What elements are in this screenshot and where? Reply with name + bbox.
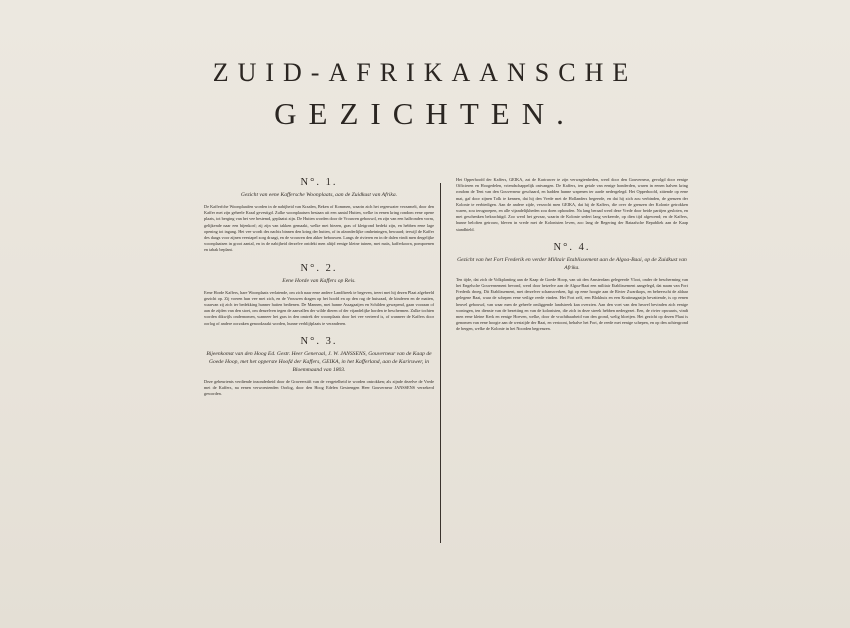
section-number: N°. 3.: [300, 335, 338, 347]
section-body: Ten tijde, dat zich de Volkplanting aan de Kaap de Goede Hoop, van uit den Amsterdam gelegeerde Vloot, onder de bescherming van het Engelsche Gouvernement bevond, werd door hetzelve aan de Algoa-Baai een militair Etablissement aangelegd, dat naam van Fort Frederik droeg. Dit Etablissement, met derzelver schanswerken, ligt op eene hoogte aan de Rivier Zwartkops, en beheerscht de aldaar gelegene Baai, waar de schepen eene veilige reede vinden. Het Fort zelf, een Blokhuis en een Kruitmagazijn bevattende, is op eenen heuvel gebouwd, van waar men de geheele omliggende landstreek kan overzien. Aan den voet van den heuvel bevinden zich eenige woningen, ten dienste van de bezetting en van de kolonisten, die zich in deze streek hebben nedergezet. Een, de rivier opwaarts, vindt men eene kleine Kerk en eenige Hoeven, welke, door de vruchtbaarheid van den grond, welig bloeijen. Het gezicht op dezen Plaat is genomen van eene hoogte aan de westzijde der Baai, en vertoont, behalve het Fort, de reede met eenige schepen, en op den achtergrond de bergen, welke de Kolonie in het Noorden begrenzen.: [456, 276, 688, 332]
column-divider: [440, 183, 441, 543]
section-heading: Eene Horde van Kaffers op Reis.: [282, 277, 356, 284]
section-number: N°. 4.: [553, 241, 591, 253]
section-body: Eene Horde Kaffers, hare Woonplaats verlatende, om zich naar eene andere Landftreek te begeven, treert met hij dezen Plaat afgebeeld gezicht op. Zij voeren hun vee met zich, en de Vrouwen dragen op het hoofd en op den rug de huisraad, de kinderen en de matten, waarvan zij zich ter bedekking hunner hutten bedienen. De Mannen, met hunne Assagaaijen en Schilden gewapend, gaan vooraan of aan de zijden van den stoet, om denzelven tegen de aanvallen der wilde dieren of der vijandelijke horden te beschermen. Zulke tochten worden dikwijls ondernomen, wanneer het gras in den omtrek der woonplaats door het vee verteerd is, of wanneer de Kaffers door oorlog of andere oorzaken genoodzaakt worden, hunne verblijfplaats te veranderen.: [204, 289, 434, 326]
section-number: N°. 2.: [300, 262, 338, 274]
title-line-1: ZUID-AFRIKAANSCHE: [212, 58, 638, 87]
right-column: [456, 177, 688, 333]
section-number: N°. 1.: [300, 177, 338, 188]
section-body: De Kafferfche Woonplaatfen worden in de nabijheid van Kraalen, Beken of Kommen, waarin zich het regenwater verzamelt, door den Kaffer met zijn geheele Kraal gevestigd. Zulke woonplaatsen bestaan uit een aantal Hutten, welke in eenen kring rondom eene opene plaats, tot berging van het vee bestemd, geplaatst zijn. De Hutten worden door de Vrouwen gebouwd, en zijn van een halfronden vorm, gelijkende naar een bijenkorf; zij zijn van takken gemaakt, welke met biezen, gras of kleigrond bedekt zijn, en hebben eene lage opening tot ingang. Het vee wordt des nachts binnen den kring der hutten, of in afzonderlijke omheiningen, bewaard; terwijl de Kaffer des daags voor zijnen veestapel zorg draagt, en de vrouwen den akker bebouwen. Langs de rivieren en in de dalen vindt men dergelijke woonplaatsen in groot aantal, en in de nabijheid derzelve ontdekt men altijd eenige kleine tuinen, met maïs, kafferkoorn, pompoenen en tabak beplant.: [204, 204, 434, 253]
section-heading: Gezicht van eene Kaffersche Woonplaats, aan de Zuidkust van Afrika.: [240, 192, 398, 198]
left-column: [204, 177, 434, 397]
title-line-2: GEZICHTEN.: [274, 96, 576, 131]
section-body: Deze gebeurtenis verdiende inzonderheid door de Graveerstift van de vergetelheid te worden ontrokken; als zijnde dezelve de Vrede met de Kaffers, na eenen verwoestenden Oorlog, door den Hoog Edelen Gestrengen Heer Gouverneur JANSSENS verzekerd geworden.: [204, 378, 434, 397]
intro-paragraph: Het Opperhoofd der Kaffers, GEIKA, zat de Kariruwer te zijn verwagtenheden, werd door den Gouverneur, gevolgd door eenige Officieren en Hoogedelen, vriendschappelijk ontvangen. De Kaffers, ten getale van eenige honderden, waren in eenen halven kring rondom de Tent van den Gouverneur geschaard, en hadden hunne wapenen ter aarde nedergelegd. Het Opperhoofd, zittende op eene mat, gaf door zijnen Tolk te kennen, dat hij den Vrede met de Hollanders begeerde, en dat hij zich zou verbinden, de grenzen der Kolonie te eerbiedigen. Aan de andere zijde, verzocht men GEIKA, dat hij de Kaffers, die over de grenzen der Kolonie getrokken waren, zou terugroepen, en alle vijandelijkheden zou doen ophouden. Na lang beraad werd deze Vrede door beide partijen gesloten, en met geschenken bekrachtigd. Zoo werd het gevaar, waarin de Kolonie sedert lang verkeerde, op dien tijd afgewend; en de Kaffers, hunne beloften getrouw, bleven in vrede met de Kolonisten leven, zoo lang de Regering der Bataafsche Republiek aan de Kaap standhield.: [456, 177, 688, 232]
section-heading: Gezicht van het Fort Frederik en verder Militair Etablissement aan de Algoa-Baai, op de Zuidkust van Afrika.: [457, 256, 687, 271]
section-heading: Bijeenkomst van den Hoog Ed. Gestr. Heer Generaal, J. W. JANSSENS, Gouverneur van de Kaap de Goede Hoop, met het opperste Hoofd der Kaffers, GEIKA, in het Kafferland, aan de Kariruwer, in Bloemmaand van 1803.: [206, 350, 432, 373]
